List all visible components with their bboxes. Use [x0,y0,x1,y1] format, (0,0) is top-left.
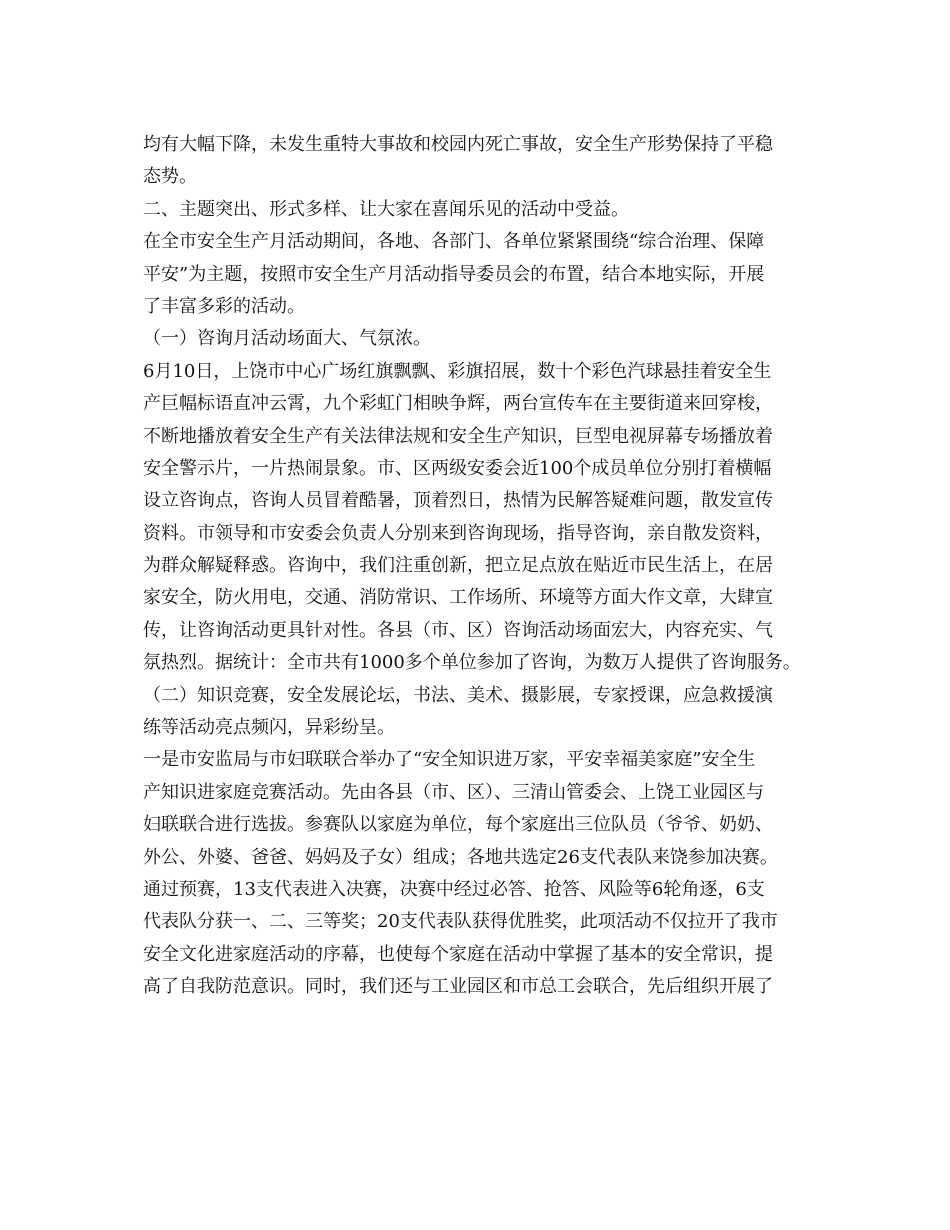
document-body [143,129,808,1004]
text-line: 练等活动亮点频闪，异彩纷呈。 [143,717,395,739]
text-line: 为群众解疑释惑。咨询中，我们注重创新，把立足点放在贴近市民生活上，在居 [143,555,773,577]
text-line: 妇联联合进行选拔。参赛队以家庭为单位，每个家庭出三位队员（爷爷、奶奶、 [143,814,773,836]
text-line: 氛热烈。据统计：全市共有1000多个单位参加了咨询，为数万人提供了咨询服务。 [143,652,801,674]
section-heading: 二、主题突出、形式多样、让大家在喜闻乐见的活动中受益。 [143,198,629,220]
text-line: 6月10日，上饶市中心广场红旗飘飘、彩旗招展，数十个彩色汽球悬挂着安全生 [143,360,772,382]
text-line: 通过预赛，13支代表进入决赛，决赛中经过必答、抢答、风险等6轮角逐，6支 [143,878,765,900]
subsection-heading: （二）知识竞赛，安全发展论坛，书法、美术、摄影展，专家授课，应急救援演 [143,684,773,706]
text-line: 不断地播放着安全生产有关法律法规和安全生产知识，巨型电视屏幕专场播放着 [143,425,773,447]
text-line: 了丰富多彩的活动。 [143,295,305,317]
text-line: 家安全，防火用电，交通、消防常识、工作场所、环境等方面大作文章，大肆宣 [143,587,773,609]
text-line: 设立咨询点，咨询人员冒着酷暑，顶着烈日，热情为民解答疑难问题，散发宣传 [143,490,773,512]
text-line: 产巨幅标语直冲云霄，九个彩虹门相映争辉，两台宣传车在主要街道来回穿梭， [143,393,773,415]
text-line: 在全市安全生产月活动期间，各地、各部门、各单位紧紧围绕“综合治理、保障 [143,231,765,253]
text-line: 平安”为主题，按照市安全生产月活动指导委员会的布置，结合本地实际，开展 [143,263,765,285]
text-line: 一是市安监局与市妇联联合举办了“安全知识进万家，平安幸福美家庭”安全生 [143,749,756,771]
text-line: 外公、外婆、爸爸、妈妈及子女）组成；各地共选定26支代表队来饶参加决赛。 [143,846,778,868]
text-line: 代表队分获一、二、三等奖；20支代表队获得优胜奖，此项活动不仅拉开了我市 [143,911,778,933]
text-line: 安全警示片，一片热闹景象。市、区两级安委会近100个成员单位分别打着横幅 [143,457,772,479]
text-line: 高了自我防范意识。同时，我们还与工业园区和市总工会联合，先后组织开展了 [143,976,773,998]
text-line: 均有大幅下降，未发生重特大事故和校园内死亡事故，安全生产形势保持了平稳 [143,134,773,155]
text-line: 资料。市领导和市安委会负责人分别来到咨询现场，指导咨询，亲自散发资料， [143,522,773,544]
text-line: 安全文化进家庭活动的序幕，也使每个家庭在活动中掌握了基本的安全常识，提 [143,943,773,965]
text-line: 产知识进家庭竞赛活动。先由各县（市、区）、三清山管委会、上饶工业园区与 [143,781,764,803]
text-line: 传，让咨询活动更具针对性。各县（市、区）咨询活动场面宏大，内容充实、气 [143,619,773,641]
subsection-heading: （一）咨询月活动场面大、气氛浓。 [143,328,431,350]
text-line: 态势。 [143,166,197,188]
